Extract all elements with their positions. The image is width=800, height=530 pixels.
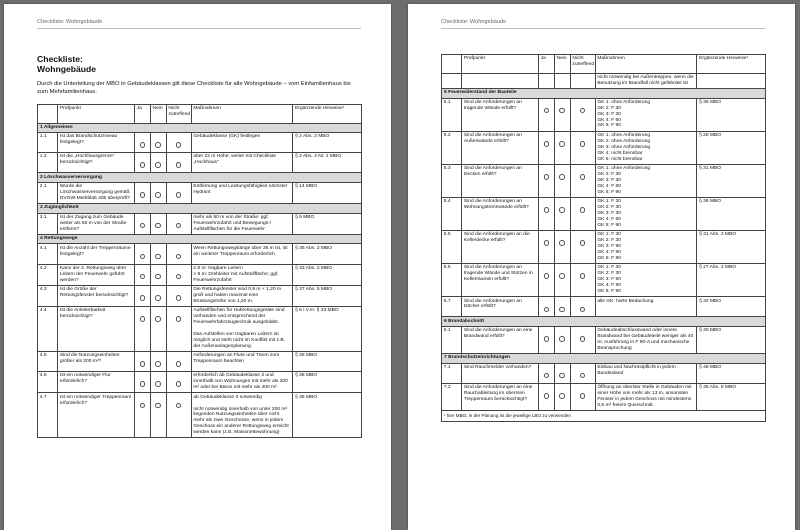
check-question: Sind die Anforderungen an Decken erfüllt?	[462, 164, 539, 197]
item-number: 4.3	[38, 285, 58, 306]
header-measures: Maßnahmen	[595, 55, 697, 74]
table-row	[442, 98, 766, 131]
not-applicable-cell	[166, 213, 191, 234]
yes-radio[interactable]	[140, 381, 146, 387]
section-row	[442, 89, 766, 99]
not-applicable-radio[interactable]	[580, 273, 586, 279]
check-question: Sind die Anforderungen an Außenwände erfüllt?	[462, 131, 539, 164]
measure-text: Anforderungen an Flure und Türen zum Treppenraum beachten	[191, 352, 293, 372]
check-question: Ist ein notwendiger Treppenraum erforderlich?	[58, 393, 135, 438]
not-applicable-radio[interactable]	[176, 316, 182, 322]
not-applicable-radio[interactable]	[580, 336, 586, 342]
yes-radio[interactable]	[544, 141, 550, 147]
yes-cell	[538, 264, 554, 297]
not-applicable-cell	[166, 244, 191, 264]
header-check: Prüfpunkt	[462, 55, 539, 74]
table-row	[38, 244, 362, 264]
header-not-applicable: Nicht zutreffend	[166, 105, 191, 124]
check-question: Kann der 2. Rettungsweg über Leitern der Feuerwehr geführt werden?	[58, 264, 135, 285]
not-applicable-radio[interactable]	[176, 254, 182, 260]
measure-text: mehr als 50 m von der Straße: ggf. Feuerwehrzufahrt und Bewegungs-/ Aufstellflächen für die Feuerwehr	[191, 213, 293, 234]
no-radio[interactable]	[155, 274, 161, 280]
not-applicable-cell	[570, 164, 595, 197]
section-row	[38, 204, 362, 214]
no-cell	[150, 307, 166, 352]
yes-radio[interactable]	[544, 108, 550, 114]
table-row	[38, 352, 362, 372]
not-applicable-radio[interactable]	[176, 274, 182, 280]
item-number: 3.1	[38, 213, 58, 234]
table-row	[442, 264, 766, 297]
not-applicable-radio[interactable]	[580, 307, 586, 313]
section-title: 3 Zugänglichkeit	[38, 204, 362, 214]
not-applicable-cell	[166, 182, 191, 203]
yes-cell	[134, 264, 150, 285]
not-applicable-cell	[570, 297, 595, 317]
item-number: 6.1	[442, 326, 462, 353]
no-cell	[554, 231, 570, 264]
intro-paragraph: Durch die Unterteilung der MBO in Gebäudeklassen gilt diese Checkliste für alle Wohngebäude – vom Einfamilienhaus bis zum Mehrfamilienhaus.	[37, 81, 351, 95]
item-number: 4.2	[38, 264, 58, 285]
yes-cell	[134, 285, 150, 306]
hint-reference: § 36 MBO	[697, 197, 766, 230]
yes-cell	[538, 383, 554, 410]
item-number: 4.6	[38, 372, 58, 393]
no-radio[interactable]	[559, 207, 565, 213]
not-applicable-radio[interactable]	[580, 174, 586, 180]
no-radio[interactable]	[155, 142, 161, 148]
yes-cell	[538, 363, 554, 383]
document-page-left	[4, 4, 391, 530]
check-question: Ist die Größe der Rettungsfenster berücksichtigt?	[58, 285, 135, 306]
yes-radio[interactable]	[544, 273, 550, 279]
table-row	[38, 307, 362, 352]
header-number	[38, 105, 58, 124]
table-row	[38, 213, 362, 234]
footnote: ¹ hier MBO, in der Planung ist die jeweilige LBO zu verwenden	[442, 410, 766, 421]
header-check: Prüfpunkt	[58, 105, 135, 124]
section-row	[38, 173, 362, 183]
measure-text: ≤ 8 m: tragbare Leitern > 8 m: Drehleiter mit Aufstellfläche; ggf. Feuerwehrzufahrt	[191, 264, 293, 285]
measure-text: Gebäudeklasse (GK) festlegen	[191, 133, 293, 153]
no-cell	[150, 264, 166, 285]
check-question: Sind die Anforderungen an eine Brandwand erfüllt?	[462, 326, 539, 353]
check-question: Sind die Anforderungen an Dächer erfüllt?	[462, 297, 539, 317]
no-cell	[554, 264, 570, 297]
no-cell	[554, 131, 570, 164]
header-measures: Maßnahmen	[191, 105, 293, 124]
measure-text: Gebäudeabschlusswand oder innere Brandwand bei Gebäudeteile weniger als 40 m; Ausführung in F 90-A und mechanische Beanspruchung	[595, 326, 697, 353]
table-row	[38, 393, 362, 438]
header-rule	[37, 28, 361, 29]
section-row	[442, 354, 766, 364]
hint-reference: § 30 MBO	[697, 326, 766, 353]
no-cell	[150, 352, 166, 372]
check-question: Ist die Anleiterbarkeit berücksichtigt?	[58, 307, 135, 352]
not-applicable-radio[interactable]	[580, 393, 586, 399]
check-question: Ist die „Hochhausgrenze“ berücksichtigt?	[58, 153, 135, 173]
measure-text: GK 1: ohne Anforderung GK 2: F 30 GK 3: F 30 GK 4: F 60 GK 5: F 90	[595, 164, 697, 197]
measure-text: Die Rettungsfenster sind 0,9 m × 1,20 m groß und haben maximal eine Brüstungshöhe von 1,20 m.	[191, 285, 293, 306]
table-row	[38, 264, 362, 285]
not-applicable-radio[interactable]	[176, 295, 182, 301]
section-row	[442, 317, 766, 327]
measure-text: GK 1: F 30 GK 2: F 30 GK 3: F 90 GK 4: F 90 GK 5: F 90	[595, 264, 697, 297]
measure-text: GK 1: F 30 GK 2: F 30 GK 3: F 90 GK 4: F 90 GK 5: F 90	[595, 231, 697, 264]
hint-reference: § 28 MBO	[697, 131, 766, 164]
header-hints: Ergänzende Hinweise¹	[293, 105, 362, 124]
not-applicable-radio[interactable]	[176, 361, 182, 367]
table-row	[38, 133, 362, 153]
hint-reference: § 36 MBO	[293, 352, 362, 372]
header-yes: Ja	[538, 55, 554, 74]
measure-text: GK 1: ohne Anforderung GK 2: F 30 GK 3: F 30 GK 4: F 60 GK 5: F 90	[595, 98, 697, 131]
title-line-1: Checkliste:	[37, 54, 83, 64]
yes-cell	[134, 307, 150, 352]
no-cell	[150, 285, 166, 306]
header-no: Nein	[150, 105, 166, 124]
no-radio[interactable]	[155, 254, 161, 260]
measure-text: Öffnung an oberster Stelle in Gebäuden mit einer Höhe von mehr als 13 m, ansonsten Fenster in jedem Geschoss mit mindestens 0,5 m² freiem Querschnitt	[595, 383, 697, 410]
no-radio[interactable]	[155, 403, 161, 409]
hint-reference: § 33 Abs. 2 MBO	[293, 264, 362, 285]
not-applicable-cell	[166, 352, 191, 372]
item-number: 1.1	[38, 133, 58, 153]
header-hints: Ergänzende Hinweise¹	[697, 55, 766, 74]
header-rule	[441, 28, 765, 29]
not-applicable-radio[interactable]	[580, 207, 586, 213]
check-question: Sind die Anforderungen an die Kellerdecke erfüllt?	[462, 231, 539, 264]
not-applicable-cell	[166, 307, 191, 352]
no-cell	[150, 213, 166, 234]
item-number: 5.3	[442, 164, 462, 197]
hint-reference: § 35 MBO	[293, 393, 362, 438]
no-cell	[554, 363, 570, 383]
item-number: 5.4	[442, 197, 462, 230]
item-number: 7.1	[442, 363, 462, 383]
yes-radio[interactable]	[544, 207, 550, 213]
measure-text: Aufstellflächen für Hubrettungsgeräte sind vorhanden und entsprechend der Feuerwehrfahrzeugtechnik ausgebildet. Das Aufstellen von tragbaren Leitern ist möglich und steht nicht im Konflikt mit z.B. der Außenanlagenplanung.	[191, 307, 293, 352]
hint-reference: § 35 Abs. 8 MBO	[697, 383, 766, 410]
no-radio[interactable]	[155, 381, 161, 387]
no-radio[interactable]	[155, 316, 161, 322]
check-question: Sind die Nutzungseinheiten größer als 200 m²?	[58, 352, 135, 372]
measure-text: Entfernung und Leistungsfähigkeit nächster Hydrant	[191, 182, 293, 203]
yes-radio[interactable]	[544, 373, 550, 379]
yes-radio[interactable]	[140, 316, 146, 322]
no-cell	[150, 182, 166, 203]
item-number: 5.5	[442, 231, 462, 264]
yes-cell	[134, 182, 150, 203]
check-question: Ist der Zugang zum Gebäude weiter als 50 m von der Straße entfernt?	[58, 213, 135, 234]
not-applicable-radio[interactable]	[176, 403, 182, 409]
check-question: Sind die Anforderungen an tragende Wände und Stützen in Kellerräumen erfüllt?	[462, 264, 539, 297]
table-row	[442, 363, 766, 383]
yes-cell	[134, 153, 150, 173]
table-row	[442, 383, 766, 410]
not-applicable-cell	[570, 98, 595, 131]
yes-cell	[538, 197, 554, 230]
hint-reference: § 31 MBO	[697, 164, 766, 197]
check-question: Sind die Anforderungen an eine Rauchableitung im obersten Treppenraum berücksichtigt?	[462, 383, 539, 410]
no-cell	[554, 164, 570, 197]
yes-radio[interactable]	[140, 403, 146, 409]
not-applicable-cell	[570, 197, 595, 230]
yes-cell	[538, 164, 554, 197]
no-cell	[554, 197, 570, 230]
title-line-2: Wohngebäude	[37, 64, 97, 74]
table-row	[442, 197, 766, 230]
check-question: Sind die Anforderungen an tragende Wände erfüllt?	[462, 98, 539, 131]
header-not-applicable: Nicht zutreffend	[570, 55, 595, 74]
running-header: Checkliste: Wohngebäude	[441, 19, 507, 25]
not-applicable-cell	[570, 383, 595, 410]
continuation-row	[442, 73, 766, 88]
yes-cell	[134, 372, 150, 393]
table-row	[38, 372, 362, 393]
item-number: 4.5	[38, 352, 58, 372]
measure-text: GK 1: F 30 GK 2: F 30 GK 3: F 30 GK 4: F 60 GK 5: F 90	[595, 197, 697, 230]
section-title: 4 Rettungswege	[38, 234, 362, 244]
not-applicable-cell	[570, 231, 595, 264]
no-radio[interactable]	[559, 393, 565, 399]
yes-cell	[538, 131, 554, 164]
section-row	[38, 234, 362, 244]
not-applicable-radio[interactable]	[176, 162, 182, 168]
no-radio[interactable]	[559, 273, 565, 279]
table-row	[38, 285, 362, 306]
measure-text: alle GK: harte Bedachung	[595, 297, 697, 317]
not-applicable-cell	[570, 131, 595, 164]
no-cell	[150, 372, 166, 393]
yes-radio[interactable]	[544, 240, 550, 246]
not-applicable-radio[interactable]	[580, 108, 586, 114]
hint-reference: § 14 MBO	[293, 182, 362, 203]
measure-text: über 22 m Höhe; weiter mit Checkliste „Hochhaus“	[191, 153, 293, 173]
header-yes: Ja	[134, 105, 150, 124]
not-applicable-radio[interactable]	[580, 240, 586, 246]
not-applicable-cell	[166, 133, 191, 153]
item-number: 7.2	[442, 383, 462, 410]
yes-radio[interactable]	[140, 254, 146, 260]
no-radio[interactable]	[155, 223, 161, 229]
check-question: Sind die Anforderungen an Wohnungstrennwände erfüllt?	[462, 197, 539, 230]
section-title: 2 Löschwasserversorgung	[38, 173, 362, 183]
no-radio[interactable]	[559, 240, 565, 246]
hint-reference: § 2 Abs. 4 Nr. 1 MBO	[293, 153, 362, 173]
item-number: 5.6	[442, 264, 462, 297]
yes-radio[interactable]	[140, 361, 146, 367]
item-number: 4.7	[38, 393, 58, 438]
yes-cell	[538, 326, 554, 353]
hint-reference: § 5 MBO	[293, 213, 362, 234]
check-question: Ist die Anzahl der Treppenräume festgelegt?	[58, 244, 135, 264]
no-cell	[554, 383, 570, 410]
measure-text: Wenn Rettungswegslänge über 35 m ist, ist ein weiterer Treppenraum erforderlich	[191, 244, 293, 264]
table-header-row	[38, 105, 362, 124]
hint-reference: § 35 Abs. 2 MBO	[293, 244, 362, 264]
no-cell	[150, 393, 166, 438]
document-page-right	[408, 4, 795, 530]
no-radio[interactable]	[559, 141, 565, 147]
yes-cell	[134, 244, 150, 264]
no-radio[interactable]	[559, 373, 565, 379]
header-number	[442, 55, 462, 74]
no-cell	[150, 153, 166, 173]
check-question: Ist ein notwendiger Flur erforderlich?	[58, 372, 135, 393]
measure-text: GK 1: ohne Anforderung GK 2: ohne Anforderung GK 3: ohne Anforderung GK 4: nicht brennbar GK 5: nicht brennbar	[595, 131, 697, 164]
yes-cell	[538, 231, 554, 264]
no-radio[interactable]	[155, 192, 161, 198]
not-applicable-radio[interactable]	[176, 142, 182, 148]
yes-radio[interactable]	[544, 336, 550, 342]
table-row	[38, 153, 362, 173]
section-title: 6 Brandabschnitt	[442, 317, 766, 327]
hint-reference: § 37 Abs. 5 MBO	[293, 285, 362, 306]
yes-cell	[134, 133, 150, 153]
section-row	[38, 123, 362, 133]
yes-radio[interactable]	[140, 274, 146, 280]
not-applicable-cell	[166, 153, 191, 173]
measure-text: nicht notwendig bei Außentreppen, wenn die Benutzung im Brandfall nicht gefährdet ist	[595, 73, 697, 88]
not-applicable-cell	[570, 264, 595, 297]
table-row	[38, 182, 362, 203]
not-applicable-cell	[166, 264, 191, 285]
section-title: 5 Feuerwiderstand der Bauteile	[442, 89, 766, 99]
yes-cell	[134, 393, 150, 438]
checklist-table	[441, 54, 766, 422]
hint-reference: § 36 MBO	[293, 372, 362, 393]
yes-cell	[538, 297, 554, 317]
no-cell	[554, 326, 570, 353]
not-applicable-cell	[166, 372, 191, 393]
yes-radio[interactable]	[544, 307, 550, 313]
hint-reference: § 31 Abs. 2 MBO	[697, 231, 766, 264]
document-title	[37, 54, 96, 74]
checklist-table	[37, 104, 362, 438]
no-cell	[150, 133, 166, 153]
hint-reference: § 48 MBO	[697, 363, 766, 383]
no-cell	[554, 297, 570, 317]
no-radio[interactable]	[559, 307, 565, 313]
not-applicable-cell	[166, 285, 191, 306]
not-applicable-radio[interactable]	[176, 192, 182, 198]
yes-radio[interactable]	[140, 192, 146, 198]
measure-text: Einbau und Nachrüstpflicht in jedem Bundesland	[595, 363, 697, 383]
measure-text: ab Gebäudeklasse 3 notwendig nicht notwendig innerhalb von unter 200 m² liegenden Nutzungseinheiten über nicht mehr als zwei Geschosse, wenn in jedem Geschoss ein anderer Rettungsweg erreicht werden kann (z.B. Maisonettewohnung)	[191, 393, 293, 438]
table-header-row	[442, 55, 766, 74]
item-number: 2.1	[38, 182, 58, 203]
yes-radio[interactable]	[544, 393, 550, 399]
table-row	[442, 326, 766, 353]
check-question: Wurde die Löschwasserversorgung gemäß DVGW-Merkblatt 405 überprüft?	[58, 182, 135, 203]
yes-radio[interactable]	[140, 295, 146, 301]
no-cell	[554, 98, 570, 131]
section-title: 1 Allgemeines	[38, 123, 362, 133]
no-radio[interactable]	[559, 336, 565, 342]
yes-radio[interactable]	[140, 223, 146, 229]
hint-reference: § 2 Abs. 3 MBO	[293, 133, 362, 153]
table-row	[442, 297, 766, 317]
header-no: Nein	[554, 55, 570, 74]
running-header: Checkliste: Wohngebäude	[37, 19, 103, 25]
table-row	[442, 231, 766, 264]
hint-reference: § 32 MBO	[697, 297, 766, 317]
yes-radio[interactable]	[140, 162, 146, 168]
yes-cell	[538, 98, 554, 131]
item-number: 1.2	[38, 153, 58, 173]
measure-text: erforderlich ab Gebäudeklasse 3 und innerhalb von Wohnungen mit mehr als 200 m² oder bei Büros mit mehr als 400 m²	[191, 372, 293, 393]
item-number: 4.1	[38, 244, 58, 264]
item-number: 4.4	[38, 307, 58, 352]
item-number: 5.2	[442, 131, 462, 164]
not-applicable-cell	[570, 326, 595, 353]
not-applicable-cell	[570, 363, 595, 383]
yes-radio[interactable]	[544, 174, 550, 180]
no-radio[interactable]	[155, 361, 161, 367]
hint-reference: § 36 MBO	[697, 98, 766, 131]
yes-cell	[134, 352, 150, 372]
section-title: 7 Brandschutzeinrichtungen	[442, 354, 766, 364]
not-applicable-radio[interactable]	[580, 373, 586, 379]
not-applicable-radio[interactable]	[580, 141, 586, 147]
yes-radio[interactable]	[140, 142, 146, 148]
check-question: Ist das Brandschutzniveau festgelegt?	[58, 133, 135, 153]
no-radio[interactable]	[559, 108, 565, 114]
table-row	[442, 131, 766, 164]
hint-reference: § 5 i.V.m. § 33 MBO	[293, 307, 362, 352]
not-applicable-radio[interactable]	[176, 381, 182, 387]
item-number: 5.1	[442, 98, 462, 131]
not-applicable-cell	[166, 393, 191, 438]
no-cell	[150, 244, 166, 264]
not-applicable-radio[interactable]	[176, 223, 182, 229]
check-question: Sind Rauchmelder vorhanden?	[462, 363, 539, 383]
hint-reference: § 27 Abs. 2 MBO	[697, 264, 766, 297]
table-row	[442, 164, 766, 197]
no-radio[interactable]	[155, 162, 161, 168]
no-radio[interactable]	[559, 174, 565, 180]
item-number: 5.7	[442, 297, 462, 317]
yes-cell	[134, 213, 150, 234]
footnote-row	[442, 410, 766, 421]
no-radio[interactable]	[155, 295, 161, 301]
